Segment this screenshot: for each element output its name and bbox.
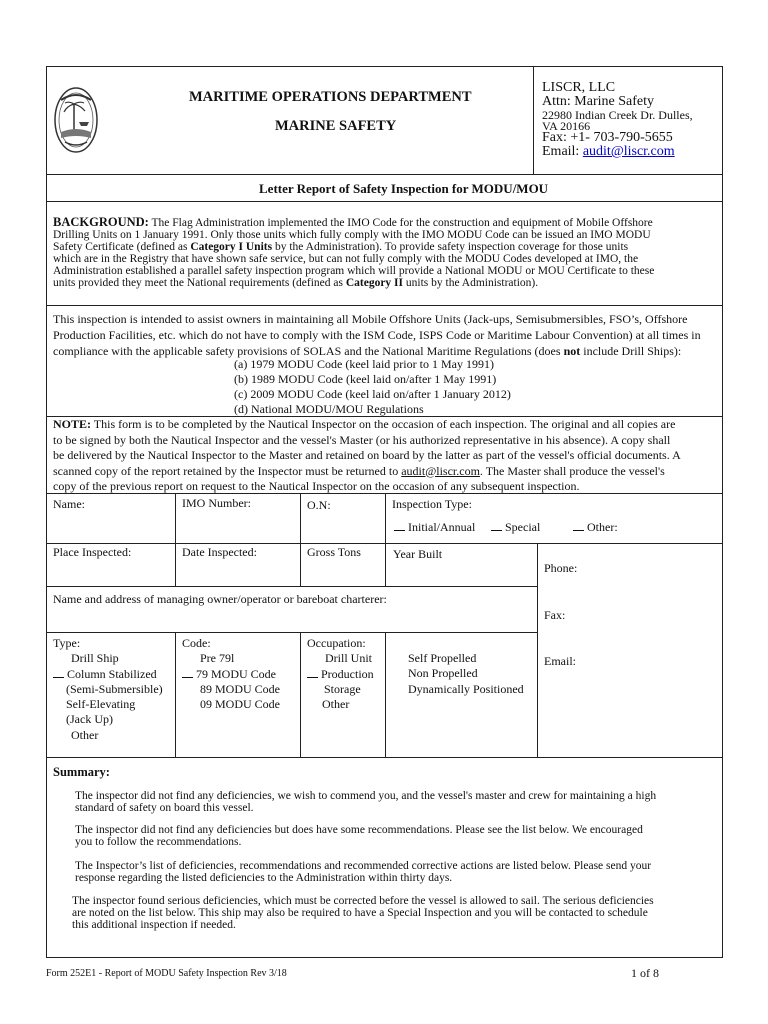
type-other[interactable]: Other: [71, 727, 99, 742]
code-09[interactable]: 09 MODU Code: [200, 697, 280, 712]
occupation-storage[interactable]: Storage: [324, 681, 361, 696]
code-heading: Code:: [182, 636, 211, 650]
occupation-production[interactable]: Production: [307, 667, 374, 682]
address-attn: Attn: Marine Safety: [542, 94, 654, 109]
address-street: 22980 Indian Creek Dr. Dulles,: [542, 108, 693, 122]
frame-left: [46, 66, 47, 958]
place-inspected-label: Place Inspected:: [53, 545, 132, 559]
imo-number-label: IMO Number:: [182, 496, 251, 510]
year-built-label: Year Built: [393, 547, 443, 561]
summary-option-recommendations[interactable]: The inspector did not find any deficiencies but does have some recommendations. Please see the list below. We encouraged you to follow the recommendations.: [75, 824, 643, 848]
department-title: MARITIME OPERATIONS DEPARTMENT: [189, 89, 472, 105]
email-label: Email:: [544, 654, 576, 668]
propulsion-column: [408, 651, 524, 697]
on-label: O.N:: [307, 498, 331, 512]
special-option[interactable]: Special: [491, 520, 540, 535]
section-title: MARINE SAFETY: [275, 118, 397, 134]
summary-heading: Summary:: [53, 765, 110, 779]
summary-option-serious[interactable]: The inspector found serious deficiencies, which must be corrected before the vessel is allowed to sail. The serious deficiencies are noted on the list below. This ship may also be required to have a Special Inspection and you will be contacted to schedule this additional inspection if needed.: [72, 895, 654, 931]
address-city: VA 20166: [542, 119, 591, 133]
header-divider: [533, 66, 534, 174]
code-column: [182, 636, 280, 712]
note-paragraph: NOTE: This form is to be completed by the Nautical Inspector on the occasion of each inspection. The original and all copies are to be signed by both the Nautical Inspector and the vessel's Master (or his authorized representative in his absence). A copy shall be delivered by the Nautical Inspector to the Master and retained on board by the latter as part of the vessel's official documents. A scanned copy of the report retained by the Inspector must be returned to audit@liscr.com. The Master shall produce the vessel's copy of the previous report on request to the Nautical Inspector on the occasion of any subsequent inspection.: [53, 417, 681, 493]
address-email: Email: audit@liscr.com: [542, 144, 675, 159]
fax-label: Fax:: [544, 608, 566, 622]
date-inspected-label: Date Inspected:: [182, 545, 257, 559]
type-heading: Type:: [53, 636, 81, 650]
address-fax: Fax: +1- 703-790-5655: [542, 130, 673, 145]
self-propelled-option[interactable]: Self Propelled: [408, 651, 477, 665]
summary-option-deficiencies[interactable]: The Inspector’s list of deficiencies, recommendations and recommended corrective actions are listed below. Please send your response regarding the listed deficiencies to the Administration within thirty days.: [75, 860, 652, 884]
summary-option-commend[interactable]: The inspector did not find any deficiencies, we wish to commend you, and the vessel's master and crew for maintaining a high standard of safety on board this vessel.: [75, 790, 657, 814]
owner-label: Name and address of managing owner/operator or bareboat charterer:: [53, 592, 387, 606]
phone-label: Phone:: [544, 561, 578, 575]
occupation-drill-unit[interactable]: Drill Unit: [325, 651, 372, 666]
code-item-b: (b) 1989 MODU Code (keel laid on/after 1 May 1991): [234, 372, 497, 386]
frame-bottom: [46, 957, 723, 958]
frame-right: [722, 66, 723, 958]
dynamically-positioned-option[interactable]: Dynamically Positioned: [408, 681, 524, 696]
liberia-seal-logo: [53, 86, 99, 154]
frame-top: [46, 66, 723, 67]
code-79[interactable]: 79 MODU Code: [182, 667, 280, 682]
type-column: Type: Drill Ship Column Stabilized (Semi-Submersible) Self-Elevating (Jack Up) Other: [53, 636, 163, 742]
non-propelled-option[interactable]: Non Propelled: [408, 666, 478, 681]
type-column-stabilized[interactable]: Column Stabilized: [53, 667, 163, 682]
code-item-a: (a) 1979 MODU Code (keel laid prior to 1 May 1991): [234, 357, 494, 371]
form-number: Form 252E1 - Report of MODU Safety Inspection Rev 3/18: [46, 968, 287, 979]
occupation-column: [307, 636, 374, 712]
gross-tons-label: Gross Tons: [307, 545, 361, 559]
other-option[interactable]: Other:: [573, 520, 618, 535]
page-number: 1 of 8: [631, 966, 659, 980]
type-drill-ship[interactable]: Drill Ship: [71, 651, 119, 666]
code-89[interactable]: 89 MODU Code: [200, 681, 280, 696]
initial-annual-option[interactable]: Initial/Annual: [394, 520, 475, 535]
code-list: [234, 357, 511, 417]
type-self-elevating[interactable]: Self-Elevating: [66, 697, 136, 712]
inspection-type-label: Inspection Type:: [392, 497, 472, 511]
note-email-link[interactable]: audit@liscr.com: [401, 463, 480, 478]
code-pre79[interactable]: Pre 79l: [200, 651, 235, 666]
code-item-c: (c) 2009 MODU Code (keel laid on/after 1 January 2012): [234, 387, 511, 401]
email-link[interactable]: audit@liscr.com: [582, 144, 675, 159]
intro-paragraph: This inspection is intended to assist owners in maintaining all Mobile Offshore Units (Jack-ups, Semisubmersibles, FSO’s, Offshore Production Facilities, etc. which do not have to comply with the ISM Code, ISPS Code or Maritime Labour Convention) at all times in compliance with the applicable safety provisions of SOLAS and the National Maritime Regulations (does not include Drill Ships):: [53, 312, 701, 358]
occupation-heading: Occupation:: [307, 636, 366, 650]
form-title: Letter Report of Safety Inspection for MODU/MOU: [259, 181, 549, 196]
code-item-d: (d) National MODU/MOU Regulations: [234, 402, 424, 416]
background-paragraph: BACKGROUND: The Flag Administration implemented the IMO Code for the construction and equipment of Mobile Offshore Drilling Units on 1 January 1991. Only those units which fully comply with the IMO MODU Code can be issued an IMO MODU Safety Certificate (defined as Category I Units by the Administration). To provide safety inspection coverage for those units which are in the Registry that have shown safe service, but can not fully comply with the MODU Codes developed at IMO, the Administration established a parallel safety inspection program which will provide a National MODU or MOU Certificate to these units provided they meet the National requirements (defined as Category II units by the Administration).: [53, 215, 655, 289]
address-company: LISCR, LLC: [542, 80, 616, 95]
occupation-other[interactable]: Other: [322, 697, 350, 712]
name-label: Name:: [53, 497, 85, 511]
